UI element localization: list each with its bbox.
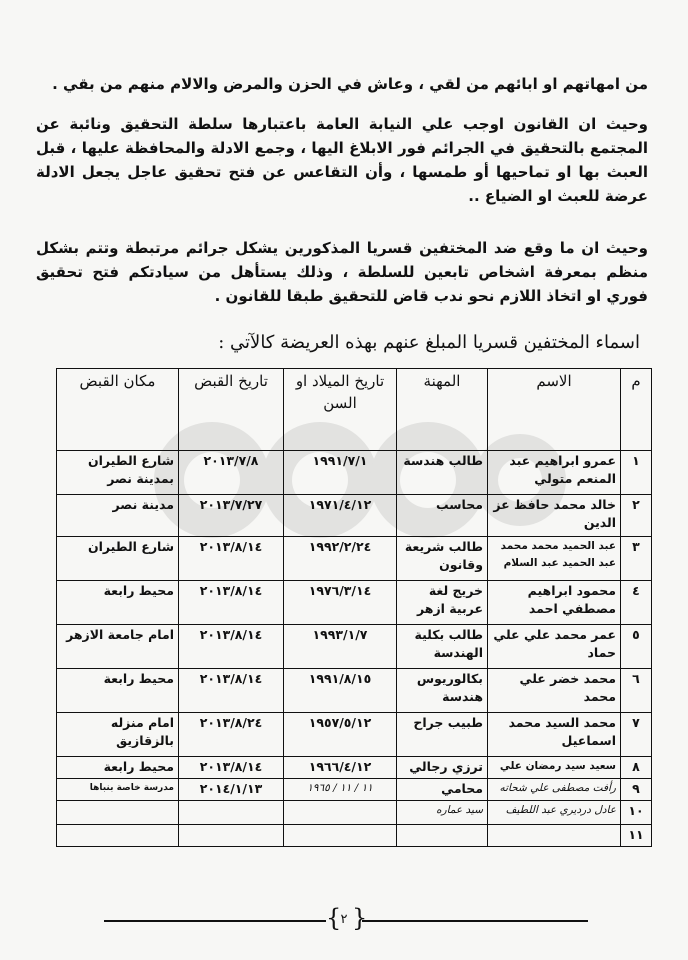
paragraph-3: وحيث ان ما وقع ضد المختفين قسريا المذكورين يشكل جرائم مرتبطة وتتم بشكل منظم بمعرفة اشخاص تابعين للسلطة ، وذلك يستأهل من سيادتكم فتح تحقيق فوري او اتخاذ اللازم نحو ندب قاض للتحقيق طبقا للقانون . xyxy=(36,239,648,305)
cell-arrest-date: ٢٠١٤/١/١٣ xyxy=(179,779,284,801)
cell-place: شارع الطيران xyxy=(57,537,179,581)
header-name: الاسم xyxy=(488,369,621,451)
cell-place xyxy=(57,825,179,847)
cell-arrest-date xyxy=(179,825,284,847)
cell-place: محيط رابعة xyxy=(57,757,179,779)
cell-place: امام جامعة الازهر xyxy=(57,625,179,669)
disappeared-persons-table xyxy=(56,368,652,847)
cell-name-handwritten: رأفت مصطفى علي شحاته xyxy=(488,779,621,801)
cell-dob xyxy=(284,825,397,847)
table-row xyxy=(57,801,652,825)
cell-dob: ١٩٩١/٨/١٥ xyxy=(284,669,397,713)
cell-arrest-date: ٢٠١٣/٨/١٤ xyxy=(179,581,284,625)
cell-num: ٩ xyxy=(621,779,652,801)
header-dob: تاريخ الميلاد او السن xyxy=(284,369,397,451)
footer-brace-left: { xyxy=(326,904,342,932)
table-row xyxy=(57,669,652,713)
footer-brace-right: } xyxy=(352,904,368,932)
cell-place: محيط رابعة xyxy=(57,581,179,625)
table-row xyxy=(57,537,652,581)
cell-dob: ١٩٥٧/٥/١٢ xyxy=(284,713,397,757)
table-heading: اسماء المختفين قسريا المبلغ عنهم بهذه العريضة كالآتي : xyxy=(218,332,640,353)
cell-arrest-date: ٢٠١٣/٨/١٤ xyxy=(179,669,284,713)
cell-name: خالد محمد حافظ عز الدين xyxy=(488,495,621,537)
cell-num: ٧ xyxy=(621,713,652,757)
footer-rule-right xyxy=(362,920,588,922)
cell-place: امام منزله بالزقازيق xyxy=(57,713,179,757)
cell-dob xyxy=(284,801,397,825)
cell-job: خريج لغة عربية ازهر xyxy=(397,581,488,625)
cell-place: مدينة نصر xyxy=(57,495,179,537)
cell-job: طالب هندسة xyxy=(397,451,488,495)
cell-arrest-date: ٢٠١٣/٧/٢٧ xyxy=(179,495,284,537)
cell-num: ٥ xyxy=(621,625,652,669)
table-row xyxy=(57,495,652,537)
cell-place: محيط رابعة xyxy=(57,669,179,713)
cell-name: عبد الحميد محمد محمد عبد الحميد عبد السلام xyxy=(488,537,621,581)
cell-name: محمد خضر علي محمد xyxy=(488,669,621,713)
cell-dob: ١٩٩٢/٢/٢٤ xyxy=(284,537,397,581)
cell-arrest-date: ٢٠١٣/٨/١٤ xyxy=(179,625,284,669)
cell-job: طالب شريعة وقانون xyxy=(397,537,488,581)
cell-job: طالب بكلية الهندسة xyxy=(397,625,488,669)
header-arrest-date: تاريخ القبض xyxy=(179,369,284,451)
cell-place: مدرسة خاصة بنباها xyxy=(57,779,179,801)
cell-name xyxy=(488,825,621,847)
paragraph-2: وحيث ان القانون اوجب علي النيابة العامة باعتبارها سلطة التحقيق ونائبة عن المجتمع بالتحقيق في الجرائم فور الابلاغ اليها ، وجمع الادلة والمحافظة عليها ، قبل العبث بها او تماحيها أو طمسها ، وأن التقاعس عن فتح تحقيق عاجل يجعل الادلة عرضة للعبث او الضياع .. xyxy=(36,115,648,205)
cell-arrest-date: ٢٠١٣/٨/٢٤ xyxy=(179,713,284,757)
cell-num: ٨ xyxy=(621,757,652,779)
table-row xyxy=(57,625,652,669)
page-number: ٢ xyxy=(340,912,348,927)
cell-dob: ١٩٦٦/٤/١٢ xyxy=(284,757,397,779)
cell-num: ٣ xyxy=(621,537,652,581)
header-job: المهنة xyxy=(397,369,488,451)
cell-place: شارع الطيران بمدينة نصر xyxy=(57,451,179,495)
cell-job: بكالوريوس هندسة xyxy=(397,669,488,713)
cell-arrest-date xyxy=(179,801,284,825)
table-row xyxy=(57,779,652,801)
table-row xyxy=(57,581,652,625)
cell-name: محمود ابراهيم مصطفي احمد xyxy=(488,581,621,625)
cell-name: عمر محمد علي علي حماد xyxy=(488,625,621,669)
cell-dob: ١٩٩٣/١/٧ xyxy=(284,625,397,669)
cell-dob-handwritten: ١١ / ١١ / ١٩٦٥ xyxy=(284,779,397,801)
table-row xyxy=(57,825,652,847)
cell-arrest-date: ٢٠١٣/٨/١٤ xyxy=(179,757,284,779)
cell-job-handwritten: سيد عماره xyxy=(397,801,488,825)
cell-name: محمد السيد محمد اسماعيل xyxy=(488,713,621,757)
cell-num: ١ xyxy=(621,451,652,495)
cell-num: ١٠ xyxy=(621,801,652,825)
cell-place xyxy=(57,801,179,825)
table-row xyxy=(57,757,652,779)
cell-arrest-date: ٢٠١٣/٧/٨ xyxy=(179,451,284,495)
cell-num: ٤ xyxy=(621,581,652,625)
cell-job xyxy=(397,825,488,847)
cell-arrest-date: ٢٠١٣/٨/١٤ xyxy=(179,537,284,581)
header-num: م xyxy=(621,369,652,451)
table-row xyxy=(57,451,652,495)
cell-name: عمرو ابراهيم عبد المنعم متولي xyxy=(488,451,621,495)
cell-num: ٦ xyxy=(621,669,652,713)
cell-job: محاسب xyxy=(397,495,488,537)
header-place: مكان القبض xyxy=(57,369,179,451)
cell-dob: ١٩٧١/٤/١٢ xyxy=(284,495,397,537)
cell-name: سعيد سيد رمضان علي xyxy=(488,757,621,779)
cell-dob: ١٩٧٦/٣/١٤ xyxy=(284,581,397,625)
table-row xyxy=(57,713,652,757)
cell-job: طبيب جراح xyxy=(397,713,488,757)
cell-dob: ١٩٩١/٧/١ xyxy=(284,451,397,495)
cell-num: ١١ xyxy=(621,825,652,847)
cell-job: محامي xyxy=(397,779,488,801)
cell-num: ٢ xyxy=(621,495,652,537)
footer-rule-left xyxy=(104,920,326,922)
paragraph-1: من امهاتهم او ابائهم من لقي ، وعاش في الحزن والمرض والالام منهم من بقي . xyxy=(52,75,648,93)
table-header-row xyxy=(57,369,652,451)
cell-name-handwritten: عادل درديري عبد اللطيف xyxy=(488,801,621,825)
cell-job: ترزي رجالي xyxy=(397,757,488,779)
